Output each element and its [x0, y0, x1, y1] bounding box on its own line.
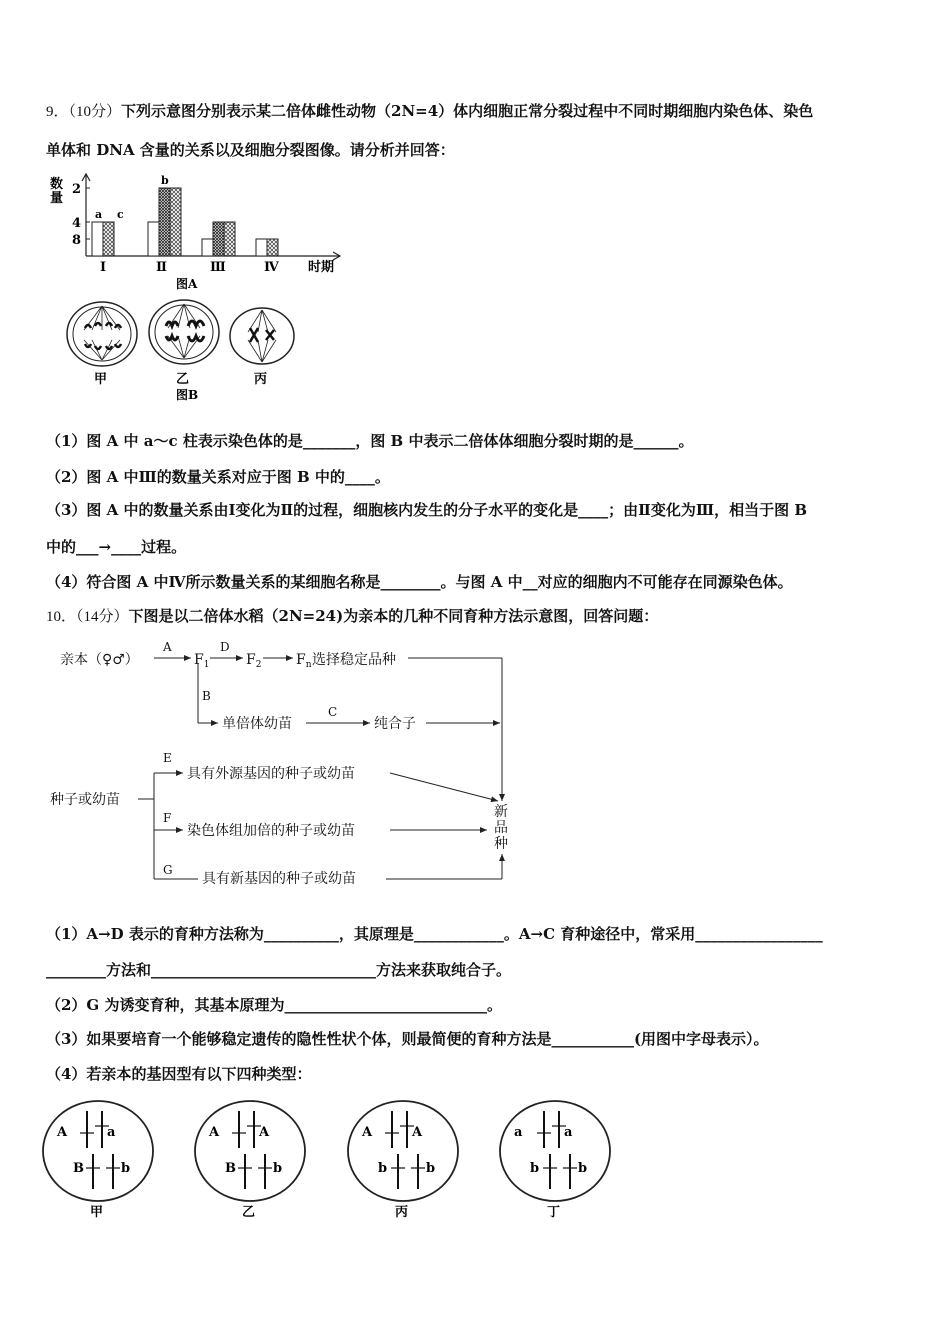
allele-bottom-left: b	[378, 1161, 388, 1176]
x-axis-label: 时期	[308, 260, 335, 275]
figure-b-cells	[62, 292, 312, 404]
node-new-2: 品	[494, 820, 508, 836]
genotype-cell-jia	[43, 1101, 153, 1220]
allele-top-right: A	[412, 1125, 423, 1140]
bar-a-1	[92, 222, 103, 256]
q9-stem-text: 下列示意图分别表示某二倍体雌性动物（2N=4）体内细胞正常分裂过程中不同时期细胞内染色体、染色	[121, 102, 814, 120]
genotype-name: 丙	[395, 1205, 409, 1220]
q10-score: （14分）	[76, 609, 129, 625]
cell-bing	[230, 308, 294, 364]
node-e: 具有外源基因的种子或幼苗	[187, 766, 355, 782]
q10-stem-line	[46, 606, 658, 627]
y-axis-label-1: 数	[50, 177, 64, 192]
q10-sub1-line1: （1）A→D 表示的育种方法称为__________，其原理是____________。A→C 育种途径中，常采用_________________	[46, 925, 823, 943]
cell-membrane	[195, 1101, 305, 1201]
node-seed: 种子或幼苗	[50, 792, 120, 808]
genotype-cell-bing	[348, 1101, 458, 1220]
allele-top-left: A	[209, 1125, 220, 1140]
node-F1: $F_1$	[194, 652, 210, 670]
q10-sub2: （2）G 为诱变育种，其基本原理为___________________________。	[46, 996, 502, 1014]
node-parent: 亲本（♀♂）	[60, 652, 139, 668]
allele-bottom-left: B	[73, 1161, 84, 1176]
node-Fn: $F_n$	[296, 652, 312, 670]
q9-score: （10分）	[68, 104, 122, 120]
q10-sub4: （4）若亲本的基因型有以下四种类型：	[46, 1065, 312, 1083]
bar-a-4	[256, 239, 267, 256]
genotype-name: 甲	[90, 1205, 104, 1220]
x-tick-label: Ⅰ	[100, 260, 107, 275]
breeding-diagram	[50, 636, 530, 891]
q10-number: 10．	[46, 609, 77, 625]
bar-b-2	[159, 188, 170, 256]
allele-bottom-right: b	[273, 1161, 283, 1176]
figure-a-bar-chart	[40, 170, 370, 292]
label-C: C	[328, 705, 338, 719]
x-tick-label: Ⅱ	[156, 260, 167, 275]
bar-label-a: a	[95, 208, 103, 221]
bar-a-2	[148, 222, 159, 256]
allele-top-left: a	[514, 1125, 523, 1140]
q9-sub2: （2）图 A 中Ⅲ的数量关系对应于图 B 中的____。	[46, 468, 390, 486]
allele-top-right: a	[107, 1125, 116, 1140]
node-haploid: 单倍体幼苗	[222, 716, 292, 732]
q10-sub3: （3）如果要培育一个能够稳定遗传的隐性性状个体，则最简便的育种方法是___________(用图中字母表示）。	[46, 1030, 769, 1048]
allele-bottom-right: b	[426, 1161, 436, 1176]
x-tick-label: Ⅳ	[264, 260, 279, 275]
q9-number: 9．	[46, 104, 69, 120]
label-E: E	[163, 751, 172, 765]
allele-top-right: A	[259, 1125, 270, 1140]
bar-a-3	[202, 239, 213, 256]
bar-c-3	[224, 222, 235, 256]
allele-top-left: A	[57, 1125, 68, 1140]
q9-stem-line2: 单体和 DNA 含量的关系以及细胞分裂图像。请分析并回答：	[46, 141, 455, 159]
genotype-cell-yi	[195, 1101, 305, 1220]
bar-c-1	[103, 222, 114, 256]
genotype-cell-ding	[500, 1101, 610, 1220]
allele-top-left: A	[362, 1125, 373, 1140]
cell-membrane	[500, 1101, 610, 1201]
bar-b-3	[213, 222, 224, 256]
q10-sub1-line2: ________方法和______________________________方法来获取纯合子。	[46, 961, 512, 979]
figure-a-caption: 图A	[176, 277, 198, 291]
node-select: 选择稳定品种	[312, 652, 396, 668]
node-f: 染色体组加倍的种子或幼苗	[187, 823, 355, 839]
chart-bars	[92, 188, 278, 256]
bar-c-4	[267, 239, 278, 256]
allele-top-right: a	[564, 1125, 573, 1140]
bar-c-2	[170, 188, 181, 256]
cell-label-bing: 丙	[254, 372, 268, 387]
q9-sub4: （4）符合图 A 中Ⅳ所示数量关系的某细胞名称是________。与图 A 中__对应的细胞内不可能存在同源染色体。	[46, 573, 793, 591]
q9-sub3-line2: 中的___→____过程。	[46, 538, 187, 556]
y-tick-label: 2	[72, 182, 82, 197]
bar-label-b: b	[161, 174, 169, 187]
node-new-1: 新	[494, 804, 508, 820]
q9-sub1: （1）图 A 中 a～c 柱表示染色体的是_______，图 B 中表示二倍体体细胞分裂时期的是______。	[46, 432, 694, 450]
q9-stem-line1	[46, 101, 813, 122]
allele-bottom-left: B	[225, 1161, 236, 1176]
label-F: F	[163, 811, 172, 825]
cell-membrane	[43, 1101, 153, 1201]
cell-yi	[149, 300, 219, 364]
node-new-3: 种	[494, 836, 508, 852]
allele-bottom-right: b	[578, 1161, 588, 1176]
cell-label-yi: 乙	[176, 372, 190, 387]
label-D: D	[220, 640, 230, 654]
cell-membrane	[348, 1101, 458, 1201]
label-A: A	[163, 640, 172, 654]
node-pure: 纯合子	[374, 716, 416, 732]
cell-label-jia: 甲	[94, 372, 108, 387]
allele-bottom-right: b	[121, 1161, 131, 1176]
label-G: G	[163, 863, 173, 877]
q9-sub3-line1: （3）图 A 中的数量关系由Ⅰ变化为Ⅱ的过程，细胞核内发生的分子水平的变化是____；由Ⅱ变化为Ⅲ，相当于图 B	[46, 501, 807, 519]
node-g: 具有新基因的种子或幼苗	[202, 871, 356, 887]
y-axis-label-2: 量	[50, 191, 64, 206]
bar-label-c: c	[117, 208, 124, 221]
genotype-name: 乙	[242, 1205, 256, 1220]
node-F2: $F_2$	[246, 652, 262, 670]
figure-b-caption: 图B	[176, 388, 199, 402]
y-tick-label: 8	[72, 233, 82, 248]
cell-jia	[67, 302, 137, 366]
y-tick-label: 4	[72, 216, 82, 231]
x-tick-label: Ⅲ	[210, 260, 226, 275]
label-B: B	[202, 689, 211, 703]
genotype-cells	[40, 1096, 680, 1221]
genotype-name: 丁	[547, 1205, 561, 1220]
allele-bottom-left: b	[530, 1161, 540, 1176]
q10-stem-text: 下图是以二倍体水稻（2N=24)为亲本的几种不同育种方法示意图，回答问题：	[128, 607, 659, 625]
